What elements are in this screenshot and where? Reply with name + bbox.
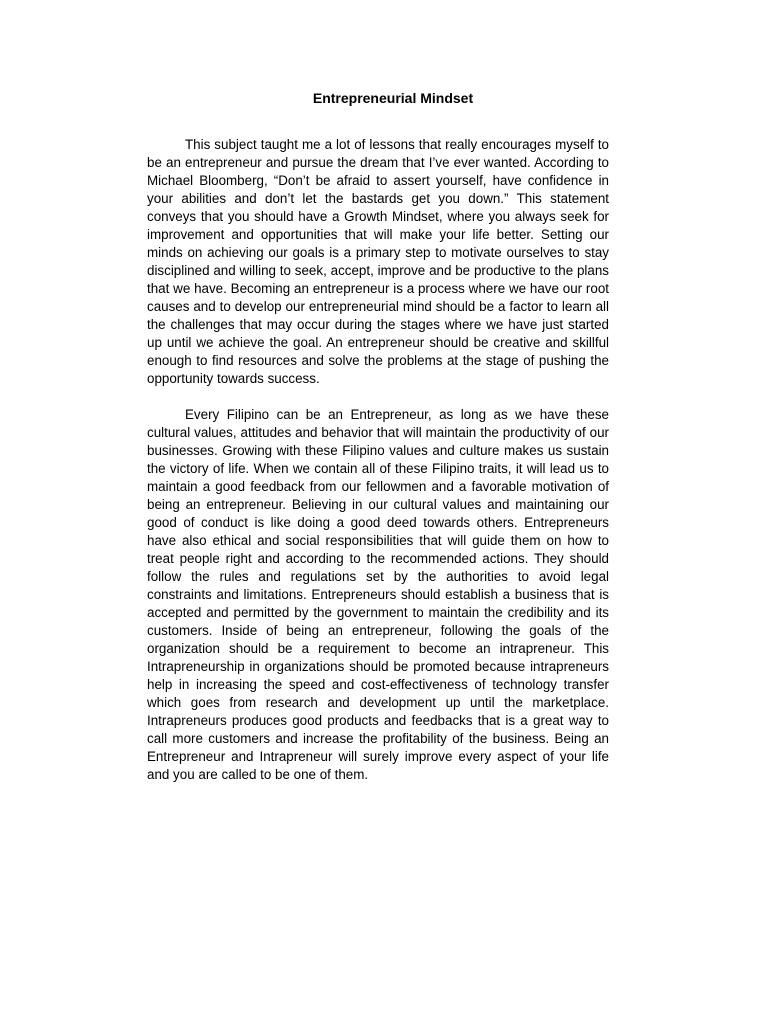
paragraph-1: This subject taught me a lot of lessons that really encourages myself to be an entrepreneur and pursue the dream that I’ve ever wanted. According to Michael Bloomberg, “Don’t be afraid to assert yourself, have confidence in your abilities and don’t let the bastards get you down.” This statement conveys that you should have a Growth Mindset, where you always seek for improvement and opportunities that will make your life better. Setting our minds on achieving our goals is a primary step to motivate ourselves to stay disciplined and willing to seek, accept, improve and be productive to the plans that we have. Becoming an entrepreneur is a process where we have our root causes and to develop our entrepreneurial mind should be a factor to learn all the challenges that may occur during the stages where we have just started up until we achieve the goal. An entrepreneur should be creative and skillful enough to find resources and solve the problems at the stage of pushing the opportunity towards success. bbox=[147, 137, 609, 386]
document-title: Entrepreneurial Mindset bbox=[312, 90, 474, 106]
document-body bbox=[147, 136, 609, 784]
paragraph-2: Every Filipino can be an Entrepreneur, as long as we have these cultural values, attitudes and behavior that will maintain the productivity of our businesses. Growing with these Filipino values and culture makes us sustain the victory of life. When we contain all of these Filipino traits, it will lead us to maintain a good feedback from our fellowmen and a favorable motivation of being an entrepreneur. Believing in our cultural values and maintaining our good of conduct is like doing a good deed towards others. Entrepreneurs have also ethical and social responsibilities that will guide them on how to treat people right and according to the recommended actions. They should follow the rules and regulations set by the authorities to avoid legal constraints and limitations. Entrepreneurs should establish a business that is accepted and permitted by the government to maintain the credibility and its customers. Inside of being an entrepreneur, following the goals of the organization should be a requirement to become an intrapreneur. This Intrapreneurship in organizations should be promoted because intrapreneurs help in increasing the speed and cost-effectiveness of technology transfer which goes from research and development up until the marketplace. Intrapreneurs produces good products and feedbacks that is a great way to call more customers and increase the profitability of the business. Being an Entrepreneur and Intrapreneur will surely improve every aspect of your life and you are called to be one of them. bbox=[147, 407, 609, 782]
